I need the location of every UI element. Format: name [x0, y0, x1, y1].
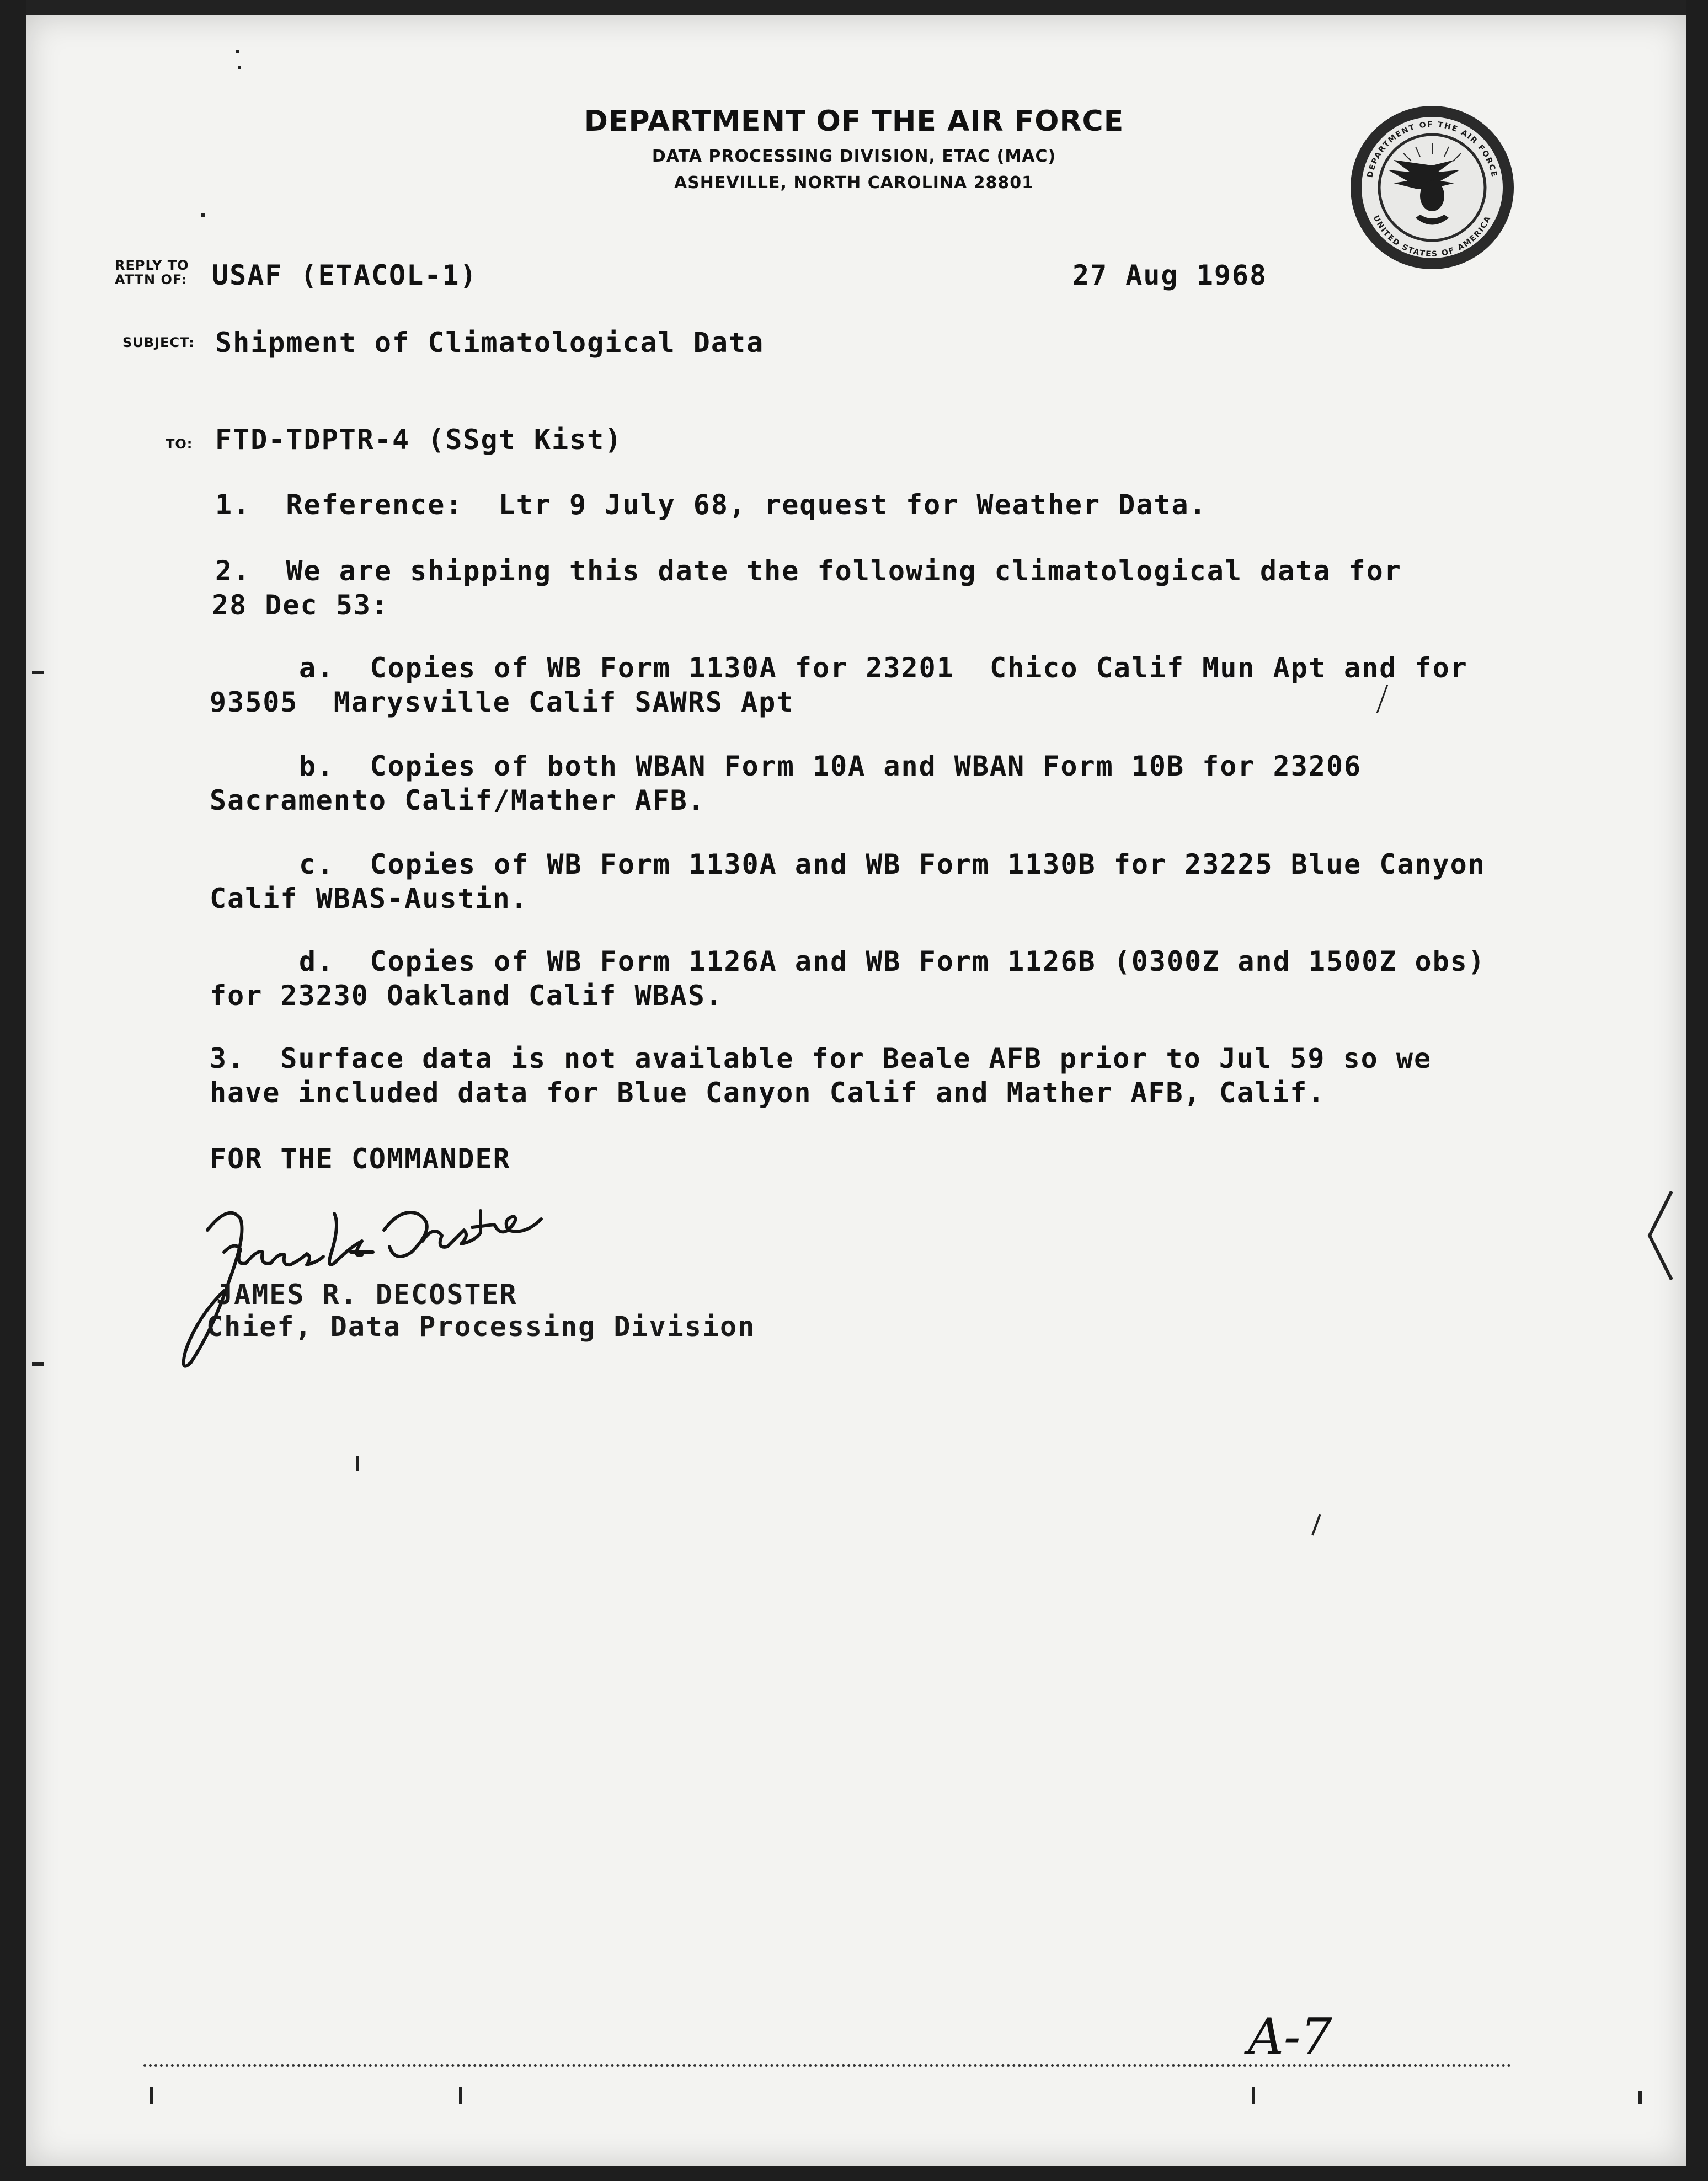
seal-caption-bottom: UNITED STATES OF AMERICA [1371, 214, 1493, 259]
scan-border-bottom [0, 2166, 1708, 2181]
department-seal-icon [1344, 99, 1520, 276]
item-d-line1: d. Copies of WB Form 1126A and WB Form 1126B (0300Z and 1500Z obs) [299, 945, 1486, 977]
scan-bracket-mark [1644, 1186, 1677, 1285]
scan-mark [32, 1362, 44, 1366]
scan-speck [238, 66, 241, 69]
for-the-commander: FOR THE COMMANDER [210, 1143, 511, 1175]
subject-label: SUBJECT: [122, 335, 195, 350]
item-a-line1: a. Copies of WB Form 1130A for 23201 Chico Calif Mun Apt and for [299, 652, 1468, 684]
perforation-line [143, 2064, 1512, 2068]
scan-mark [32, 671, 44, 674]
letterhead-division: DATA PROCESSING DIVISION, ETAC (MAC) [652, 147, 1056, 166]
item-a-line2: 93505 Marysville Calif SAWRS Apt [210, 686, 794, 718]
letterhead-department: DEPARTMENT OF THE AIR FORCE [584, 105, 1124, 138]
subject-value: Shipment of Climatological Data [215, 327, 765, 359]
scan-speck [1252, 2087, 1255, 2104]
scan-border-right [1686, 0, 1708, 2181]
scan-mark [356, 1456, 359, 1471]
item-c-line2: Calif WBAS-Austin. [210, 883, 529, 915]
scan-speck [459, 2087, 462, 2104]
reply-to-label [115, 258, 189, 287]
letter-date: 27 Aug 1968 [1072, 259, 1268, 291]
signatory-name: JAMES R. DECOSTER [216, 1279, 517, 1311]
scan-speck [150, 2087, 153, 2104]
scan-border-left [0, 0, 26, 2181]
letterhead-address: ASHEVILLE, NORTH CAROLINA 28801 [674, 173, 1034, 193]
to-label: TO: [166, 436, 193, 452]
paragraph-3-line2: have included data for Blue Canyon Calif and Mather AFB, Calif. [210, 1077, 1326, 1109]
scan-speck [236, 50, 239, 53]
to-value: FTD-TDPTR-4 (SSgt Kist) [215, 424, 623, 456]
signatory-title: Chief, Data Processing Division [206, 1311, 756, 1343]
scan-speck [201, 213, 205, 217]
paragraph-2-line2: 28 Dec 53: [212, 589, 389, 621]
reply-to-value: USAF (ETACOL-1) [212, 259, 478, 291]
item-c-line1: c. Copies of WB Form 1130A and WB Form 1130B for 23225 Blue Canyon [299, 848, 1486, 880]
page-number: A-7 [1248, 2008, 1332, 2066]
paragraph-2-line1: 2. We are shipping this date the following climatological data for [215, 555, 1402, 587]
paragraph-1: 1. Reference: Ltr 9 July 68, request for Weather Data. [215, 489, 1207, 521]
item-b-line2: Sacramento Calif/Mather AFB. [210, 784, 706, 816]
item-b-line1: b. Copies of both WBAN Form 10A and WBAN Form 10B for 23206 [299, 750, 1362, 782]
item-d-line2: for 23230 Oakland Calif WBAS. [210, 980, 723, 1012]
scan-border-top [0, 0, 1708, 15]
seal-caption-top: DEPARTMENT OF THE AIR FORCE [1365, 120, 1499, 179]
paragraph-3-line1: 3. Surface data is not available for Beale AFB prior to Jul 59 so we [210, 1043, 1432, 1075]
reply-to-label-line2: ATTN OF: [115, 272, 188, 287]
reply-to-label-line1: REPLY TO [115, 258, 189, 273]
scan-speck [1638, 2091, 1642, 2104]
